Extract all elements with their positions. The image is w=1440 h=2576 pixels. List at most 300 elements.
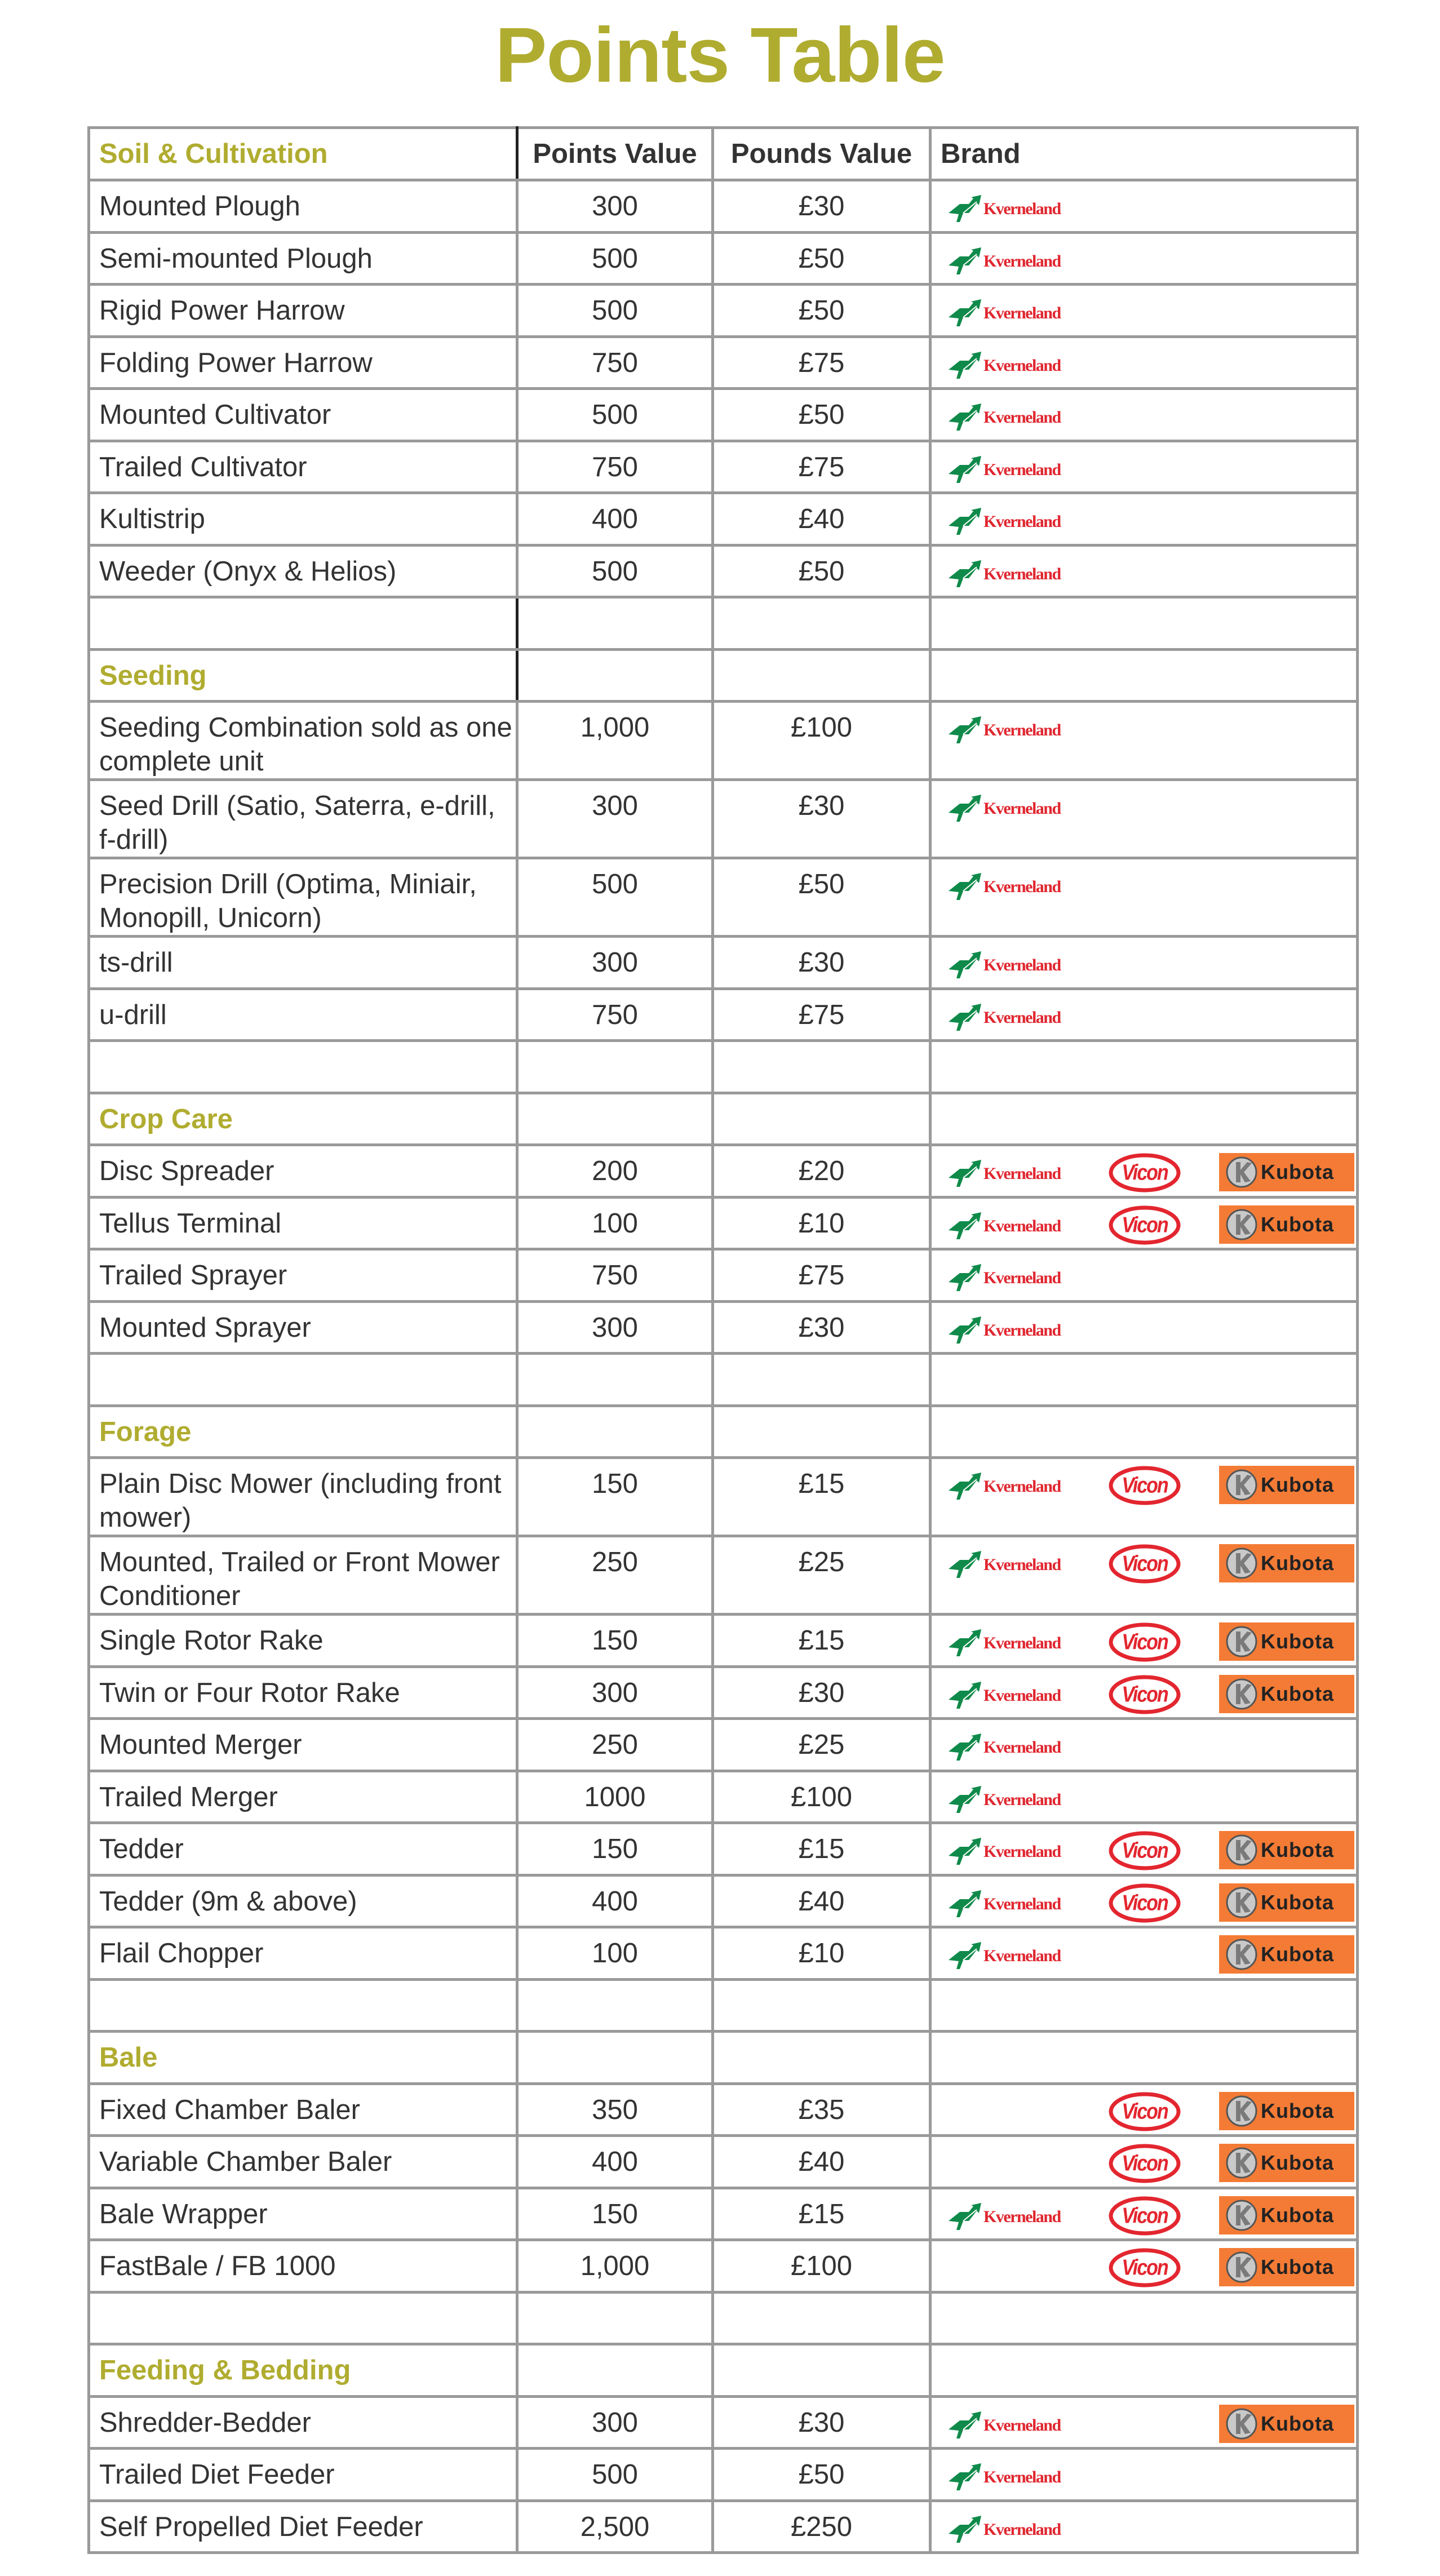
- kverneland-logo: [946, 1732, 1066, 1763]
- empty-cell: [89, 597, 517, 650]
- pounds-value: [713, 285, 931, 337]
- points-value: [517, 1771, 713, 1823]
- points-value: [517, 2083, 713, 2136]
- points-value: [517, 780, 713, 858]
- empty-cell: [713, 1041, 931, 1093]
- equipment-name-text: Twin or Four Rotor Rake: [99, 1677, 400, 1708]
- points-value-text: 1,000: [580, 2251, 650, 2281]
- kverneland-logo: [946, 2462, 1066, 2493]
- svg-text:Vicon: Vicon: [1122, 1629, 1168, 1654]
- equipment-name: [89, 493, 517, 546]
- kubota-logo: [1219, 2196, 1354, 2234]
- svg-text:Kverneland: Kverneland: [983, 956, 1061, 974]
- header-pounds-value-text: Pounds Value: [730, 139, 912, 169]
- kubota-logo: [1219, 2092, 1354, 2130]
- pounds-value-text: £50: [798, 243, 845, 274]
- equipment-name-text: Tellus Terminal: [99, 1208, 282, 1239]
- points-value: [517, 937, 713, 989]
- table-row: [89, 2136, 1358, 2188]
- equipment-name-text: Mounted, Trailed or Front Mower Conditioner: [99, 1547, 500, 1611]
- equipment-name-text: Mounted Merger: [99, 1730, 302, 1760]
- equipment-name: [89, 1615, 517, 1667]
- brand-cell: [931, 988, 1358, 1041]
- table-row: [89, 1927, 1358, 1980]
- points-value-text: 750: [592, 999, 638, 1030]
- table-row: [89, 389, 1358, 441]
- points-value-text: 400: [592, 504, 638, 534]
- spacer-row: [89, 1979, 1358, 2032]
- svg-text:Kverneland: Kverneland: [983, 251, 1061, 271]
- points-value: [517, 1536, 713, 1615]
- equipment-name: [89, 1666, 517, 1719]
- equipment-name: [89, 1823, 517, 1876]
- equipment-name: [89, 780, 517, 858]
- vicon-logo: [1107, 2091, 1182, 2131]
- brand-cell: [931, 858, 1358, 937]
- table-row: [89, 858, 1358, 937]
- pounds-value: [713, 2449, 931, 2501]
- equipment-name: [89, 1771, 517, 1823]
- pounds-value: [713, 2396, 931, 2449]
- table-row: [89, 1875, 1358, 1927]
- brand-cell: [931, 1536, 1358, 1615]
- table-row: [89, 336, 1358, 389]
- header-category-text: Soil & Cultivation: [99, 139, 328, 169]
- svg-text:Kverneland: Kverneland: [983, 1686, 1061, 1705]
- equipment-name: [89, 232, 517, 285]
- empty-cell: [517, 1041, 713, 1093]
- points-value-text: 300: [592, 791, 638, 821]
- header-points-value: [517, 128, 713, 180]
- empty-cell: [517, 2292, 713, 2344]
- equipment-name-text: Folding Power Harrow: [99, 347, 373, 378]
- spacer-row: [89, 2292, 1358, 2344]
- pounds-value: [713, 2500, 931, 2553]
- equipment-name: [89, 988, 517, 1041]
- points-value: [517, 1458, 713, 1536]
- empty-cell: [89, 1979, 517, 2032]
- brand-cell: [931, 2449, 1358, 2501]
- equipment-name: [89, 1458, 517, 1536]
- equipment-name: [89, 2083, 517, 2136]
- empty-cell: [931, 2032, 1358, 2084]
- points-value-text: 500: [592, 295, 638, 326]
- table-row: [89, 545, 1358, 597]
- points-value: [517, 2500, 713, 2553]
- category-label: [89, 2344, 517, 2397]
- brand-cell: [931, 2396, 1358, 2449]
- pounds-value-text: £75: [798, 999, 845, 1030]
- empty-cell: [517, 597, 713, 650]
- svg-text:Vicon: Vicon: [1122, 1160, 1168, 1185]
- svg-text:Kubota: Kubota: [1261, 2099, 1334, 2122]
- brand-cell: [931, 441, 1358, 493]
- kverneland-logo: [946, 2410, 1066, 2441]
- points-value: [517, 858, 713, 937]
- pounds-value: [713, 1666, 931, 1719]
- kubota-logo: [1219, 1466, 1354, 1504]
- equipment-name-text: Fixed Chamber Baler: [99, 2094, 360, 2125]
- svg-text:Kverneland: Kverneland: [983, 721, 1061, 739]
- vicon-logo: [1107, 1621, 1182, 1662]
- vicon-logo: [1107, 2247, 1182, 2287]
- pounds-value-text: £30: [798, 1677, 845, 1708]
- svg-text:Kverneland: Kverneland: [983, 199, 1061, 218]
- pounds-value-text: £10: [798, 1208, 845, 1239]
- svg-text:Vicon: Vicon: [1122, 2151, 1168, 2175]
- pounds-value-text: £30: [798, 2407, 845, 2438]
- pounds-value: [713, 232, 931, 285]
- points-value: [517, 1301, 713, 1354]
- equipment-name: [89, 1875, 517, 1927]
- svg-text:Kverneland: Kverneland: [983, 512, 1061, 531]
- svg-text:Kverneland: Kverneland: [983, 1947, 1061, 1965]
- equipment-name-text: Semi-mounted Plough: [99, 243, 373, 274]
- svg-text:Vicon: Vicon: [1122, 2202, 1168, 2228]
- pounds-value-text: £40: [798, 1886, 845, 1917]
- svg-text:Kubota: Kubota: [1261, 2255, 1334, 2278]
- svg-text:Kverneland: Kverneland: [983, 1477, 1061, 1496]
- pounds-value-text: £40: [798, 2147, 845, 2177]
- equipment-name: [89, 1249, 517, 1302]
- equipment-name: [89, 702, 517, 780]
- brand-cell: [931, 2188, 1358, 2240]
- table-row: [89, 1145, 1358, 1198]
- points-value: [517, 1719, 713, 1771]
- empty-cell: [89, 2292, 517, 2344]
- brand-cell: [931, 285, 1358, 337]
- kubota-logo: [1219, 1883, 1354, 1922]
- equipment-name-text: Single Rotor Rake: [99, 1625, 324, 1656]
- points-value: [517, 180, 713, 233]
- equipment-name-text: Variable Chamber Baler: [99, 2147, 392, 2177]
- table-row: [89, 1771, 1358, 1823]
- kverneland-logo: [946, 351, 1066, 381]
- spacer-row: [89, 1041, 1358, 1093]
- brand-cell: [931, 1666, 1358, 1719]
- points-value: [517, 2396, 713, 2449]
- table-row: [89, 2083, 1358, 2136]
- pounds-value: [713, 702, 931, 780]
- kverneland-logo: [946, 1628, 1066, 1659]
- svg-text:Kverneland: Kverneland: [983, 1894, 1061, 1913]
- equipment-name-text: Mounted Plough: [99, 191, 300, 221]
- brand-cell: [931, 493, 1358, 546]
- kverneland-logo: [946, 194, 1066, 224]
- brand-cell: [931, 232, 1358, 285]
- equipment-name: [89, 441, 517, 493]
- pounds-value: [713, 780, 931, 858]
- pounds-value-text: £35: [798, 2094, 845, 2125]
- equipment-name: [89, 1927, 517, 1980]
- kubota-logo: [1219, 1831, 1354, 1869]
- vicon-logo: [1107, 1465, 1182, 1505]
- kverneland-logo: [946, 1550, 1066, 1580]
- kubota-logo: [1219, 2144, 1354, 2182]
- pounds-value-text: £30: [798, 191, 845, 221]
- table-row: [89, 1458, 1358, 1536]
- equipment-name: [89, 389, 517, 441]
- empty-cell: [931, 1406, 1358, 1458]
- page-title: Points Table: [495, 12, 945, 99]
- points-value-text: 750: [592, 347, 638, 378]
- points-value: [517, 1145, 713, 1198]
- kverneland-logo: [946, 298, 1066, 329]
- brand-cell: [931, 2500, 1358, 2553]
- empty-cell: [931, 1354, 1358, 1406]
- table-row: [89, 988, 1358, 1041]
- vicon-logo: [1107, 1882, 1182, 1923]
- pounds-value: [713, 1927, 931, 1980]
- kubota-logo: [1219, 1544, 1354, 1582]
- empty-cell: [931, 2292, 1358, 2344]
- table-row: [89, 937, 1358, 989]
- points-value-text: 100: [592, 1208, 638, 1239]
- svg-text:Kverneland: Kverneland: [983, 1269, 1061, 1287]
- svg-text:Kverneland: Kverneland: [983, 1320, 1061, 1340]
- svg-text:Vicon: Vicon: [1122, 1681, 1168, 1706]
- svg-text:Kverneland: Kverneland: [983, 1738, 1061, 1757]
- pounds-value: [713, 1301, 931, 1354]
- svg-text:Kverneland: Kverneland: [983, 356, 1061, 375]
- vicon-logo: [1107, 2143, 1182, 2183]
- pounds-value: [713, 2188, 931, 2240]
- equipment-name-text: Trailed Merger: [99, 1781, 278, 1812]
- points-value-text: 750: [592, 451, 638, 482]
- kubota-logo: [1219, 1153, 1354, 1191]
- kverneland-logo: [946, 1315, 1066, 1346]
- pounds-value: [713, 1771, 931, 1823]
- spacer-row: [89, 597, 1358, 650]
- svg-text:Kverneland: Kverneland: [983, 1164, 1061, 1183]
- svg-text:Vicon: Vicon: [1122, 1473, 1168, 1497]
- category-label-text: Bale: [99, 2042, 158, 2073]
- svg-text:Kverneland: Kverneland: [983, 2207, 1061, 2226]
- points-value-text: 750: [592, 1260, 638, 1291]
- kverneland-logo: [946, 1003, 1066, 1033]
- table-row: [89, 2188, 1358, 2240]
- header-points-value-text: Points Value: [533, 139, 697, 169]
- points-value: [517, 232, 713, 285]
- empty-cell: [931, 1979, 1358, 2032]
- brand-cell: [931, 180, 1358, 233]
- kverneland-logo: [946, 1941, 1066, 1971]
- pounds-value: [713, 1536, 931, 1615]
- pounds-value-text: £30: [798, 791, 845, 821]
- pounds-value-text: £250: [790, 2511, 852, 2542]
- vicon-logo: [1107, 1674, 1182, 1714]
- points-value-text: 250: [592, 1730, 638, 1760]
- points-value-text: 500: [592, 400, 638, 430]
- brand-cell: [931, 1719, 1358, 1771]
- brand-cell: [931, 2136, 1358, 2188]
- points-value: [517, 1666, 713, 1719]
- points-value-text: 400: [592, 2147, 638, 2177]
- points-value: [517, 702, 713, 780]
- table-row: [89, 1823, 1358, 1876]
- table-row: [89, 285, 1358, 337]
- empty-cell: [517, 2032, 713, 2084]
- kverneland-logo: [946, 246, 1066, 277]
- points-value: [517, 1249, 713, 1302]
- equipment-name: [89, 1145, 517, 1198]
- kverneland-logo: [946, 455, 1066, 485]
- pounds-value-text: £100: [790, 2251, 852, 2281]
- points-value-text: 100: [592, 1938, 638, 1968]
- kverneland-logo: [946, 2515, 1066, 2545]
- points-value: [517, 2449, 713, 2501]
- brand-cell: [931, 1875, 1358, 1927]
- kverneland-logo: [946, 1471, 1066, 1502]
- svg-text:Kverneland: Kverneland: [983, 2468, 1061, 2486]
- empty-cell: [517, 1979, 713, 2032]
- category-row: [89, 649, 1358, 702]
- equipment-name-text: Precision Drill (Optima, Miniair, Monopill, Unicorn): [99, 869, 477, 933]
- svg-text:Kubota: Kubota: [1261, 2203, 1334, 2227]
- points-value-text: 1000: [584, 1781, 646, 1812]
- brand-cell: [931, 1249, 1358, 1302]
- pounds-value: [713, 180, 931, 233]
- points-value: [517, 285, 713, 337]
- equipment-name-text: Weeder (Onyx & Helios): [99, 556, 397, 587]
- table-row: [89, 1615, 1358, 1667]
- svg-text:Kverneland: Kverneland: [983, 2415, 1061, 2435]
- points-value: [517, 1875, 713, 1927]
- equipment-name-text: Flail Chopper: [99, 1938, 264, 1968]
- equipment-name-text: Self Propelled Diet Feeder: [99, 2511, 423, 2542]
- svg-text:Kverneland: Kverneland: [983, 460, 1061, 479]
- points-value: [517, 2188, 713, 2240]
- kubota-logo: [1219, 1205, 1354, 1244]
- pounds-value-text: £75: [798, 347, 845, 378]
- points-value: [517, 545, 713, 597]
- points-value: [517, 1197, 713, 1249]
- equipment-name-text: Trailed Sprayer: [99, 1260, 287, 1291]
- pounds-value: [713, 545, 931, 597]
- points-value-text: 2,500: [580, 2511, 650, 2542]
- pounds-value-text: £15: [798, 2198, 845, 2229]
- brand-cell: [931, 336, 1358, 389]
- empty-cell: [713, 2344, 931, 2397]
- svg-text:Kubota: Kubota: [1261, 1160, 1334, 1183]
- pounds-value: [713, 1823, 931, 1876]
- kverneland-logo: [946, 1211, 1066, 1242]
- empty-cell: [931, 2344, 1358, 2397]
- brand-cell: [931, 2240, 1358, 2293]
- table-row: [89, 2449, 1358, 2501]
- empty-cell: [931, 1041, 1358, 1093]
- points-value-text: 300: [592, 1677, 638, 1708]
- header-brand-text: Brand: [941, 139, 1021, 169]
- pounds-value: [713, 858, 931, 937]
- pounds-value: [713, 336, 931, 389]
- points-value: [517, 389, 713, 441]
- empty-cell: [713, 2292, 931, 2344]
- table-row: [89, 2240, 1358, 2293]
- category-label-text: Feeding & Bedding: [99, 2355, 351, 2386]
- equipment-name-text: Kultistrip: [99, 504, 205, 534]
- pounds-value: [713, 2083, 931, 2136]
- equipment-name: [89, 1719, 517, 1771]
- pounds-value: [713, 1458, 931, 1536]
- kverneland-logo: [946, 402, 1066, 433]
- equipment-name-text: Bale Wrapper: [99, 2198, 268, 2229]
- svg-text:Kubota: Kubota: [1261, 1551, 1334, 1575]
- points-value: [517, 2136, 713, 2188]
- table-row: [89, 232, 1358, 285]
- empty-cell: [713, 1093, 931, 1145]
- equipment-name-text: Trailed Cultivator: [99, 451, 307, 482]
- table-row: [89, 180, 1358, 233]
- equipment-name-text: Disc Spreader: [99, 1156, 274, 1186]
- table-row: [89, 702, 1358, 780]
- equipment-name-text: Tedder (9m & above): [99, 1886, 357, 1917]
- kverneland-logo: [946, 1889, 1066, 1919]
- category-label: [89, 649, 517, 702]
- header-category: [89, 128, 517, 180]
- pounds-value: [713, 389, 931, 441]
- kubota-logo: [1219, 1935, 1354, 1974]
- svg-text:Kverneland: Kverneland: [983, 564, 1061, 583]
- pounds-value: [713, 1197, 931, 1249]
- category-row: [89, 1406, 1358, 1458]
- svg-text:Kverneland: Kverneland: [983, 304, 1061, 322]
- kverneland-logo: [946, 1837, 1066, 1867]
- pounds-value: [713, 1145, 931, 1198]
- empty-cell: [517, 1354, 713, 1406]
- spacer-row: [89, 1354, 1358, 1406]
- svg-text:Kverneland: Kverneland: [983, 1790, 1061, 1809]
- pounds-value-text: £15: [798, 1834, 845, 1864]
- equipment-name-text: ts-drill: [99, 947, 173, 978]
- equipment-name-text: Seed Drill (Satio, Saterra, e-drill, f-drill): [99, 791, 495, 855]
- equipment-name: [89, 1536, 517, 1615]
- points-value-text: 300: [592, 1312, 638, 1343]
- pounds-value-text: £15: [798, 1469, 845, 1499]
- kverneland-logo: [946, 507, 1066, 537]
- table-row: [89, 780, 1358, 858]
- header-pounds-value: [713, 128, 931, 180]
- pounds-value-text: £50: [798, 2459, 845, 2490]
- svg-text:Vicon: Vicon: [1122, 1212, 1168, 1237]
- category-row: [89, 1093, 1358, 1145]
- points-value-text: 350: [592, 2094, 638, 2125]
- points-value-text: 500: [592, 243, 638, 274]
- equipment-name: [89, 1301, 517, 1354]
- pounds-value-text: £50: [798, 400, 845, 430]
- brand-cell: [931, 389, 1358, 441]
- points-value-text: 400: [592, 1886, 638, 1917]
- equipment-name-text: Rigid Power Harrow: [99, 295, 345, 326]
- brand-cell: [931, 1458, 1358, 1536]
- points-value-text: 150: [592, 1834, 638, 1864]
- svg-text:Kubota: Kubota: [1261, 2151, 1334, 2174]
- kverneland-logo: [946, 2202, 1066, 2232]
- equipment-name: [89, 2500, 517, 2553]
- pounds-value-text: £100: [790, 1781, 852, 1812]
- equipment-name-text: Plain Disc Mower (including front mower): [99, 1469, 502, 1533]
- pounds-value: [713, 441, 931, 493]
- svg-text:Vicon: Vicon: [1122, 2255, 1168, 2280]
- equipment-name: [89, 2396, 517, 2449]
- pounds-value-text: £15: [798, 1625, 845, 1656]
- brand-cell: [931, 1145, 1358, 1198]
- svg-text:Kubota: Kubota: [1261, 1212, 1334, 1236]
- points-value-text: 1,000: [580, 712, 650, 743]
- category-label-text: Forage: [99, 1416, 192, 1447]
- pounds-value-text: £40: [798, 504, 845, 534]
- equipment-name-text: u-drill: [99, 999, 167, 1030]
